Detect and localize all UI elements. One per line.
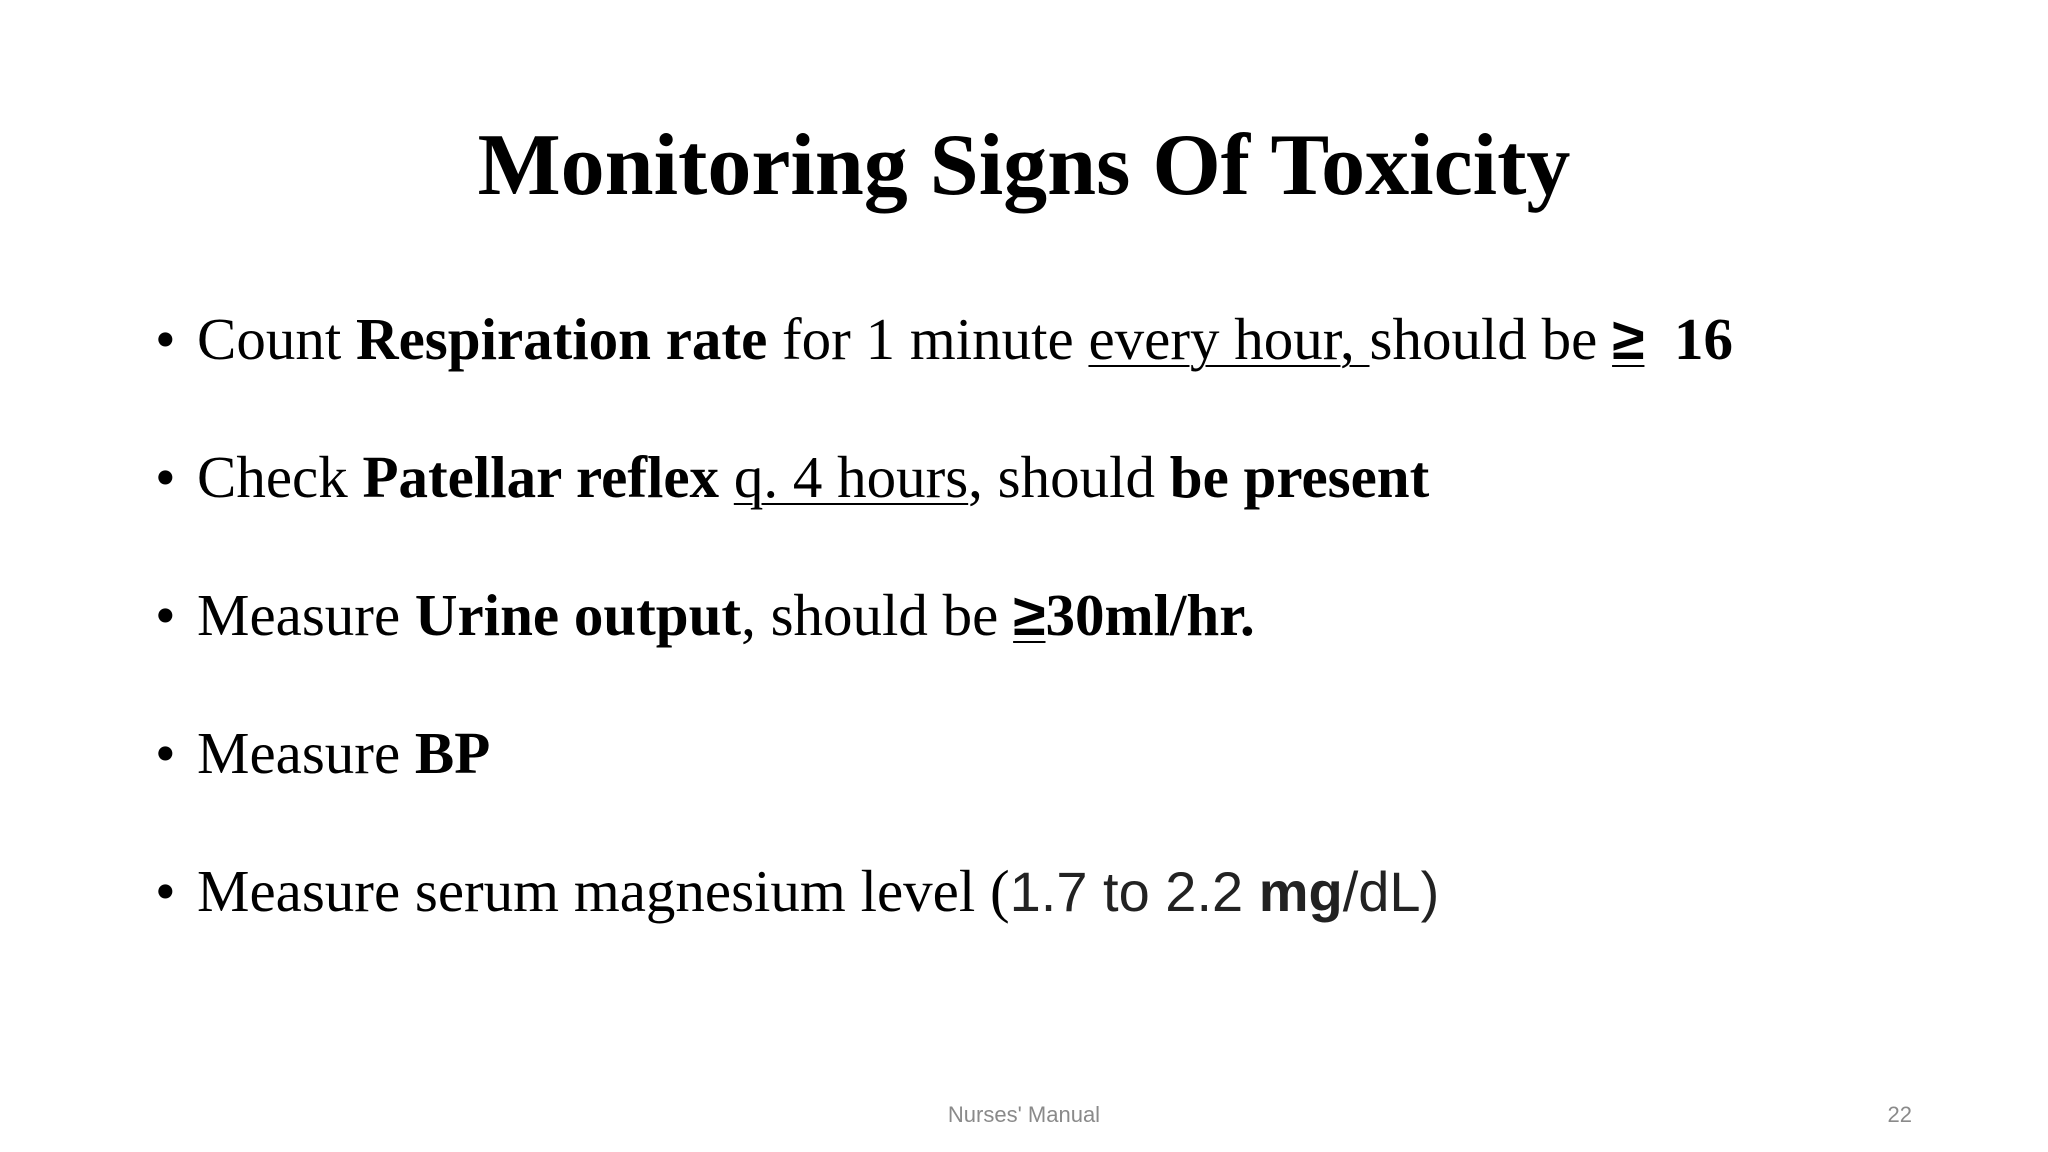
bullet-patellar-reflex [155, 444, 1733, 586]
slide-number: 22 [1887, 1102, 1912, 1127]
text-segment: , should be [741, 582, 1014, 648]
emphasis-patellar-reflex: Patellar reflex [362, 444, 720, 510]
bullet-icon: • [155, 720, 176, 786]
bullet-serum-magnesium [155, 858, 1733, 1000]
bullet-icon: • [155, 582, 176, 648]
slide-title: Monitoring Signs Of Toxicity [477, 117, 1571, 214]
magnesium-range: 1.7 to 2.2 [1009, 860, 1259, 923]
text-segment: should be [1369, 306, 1613, 372]
value-30ml-hr: 30ml/hr. [1045, 582, 1255, 648]
emphasis-be-present: be present [1169, 444, 1430, 510]
emphasis-bp: BP [414, 720, 491, 786]
footer-title: Nurses' Manual [947, 1102, 1101, 1127]
text-segment: for 1 minute [767, 306, 1089, 372]
symbol-greater-equal: ≥ [1013, 582, 1046, 648]
bullet-list [155, 306, 1733, 1000]
underline-every-hour: every hour, [1088, 306, 1370, 372]
text-segment: Measure [197, 720, 415, 786]
unit-dl: /dL) [1342, 860, 1440, 923]
bullet-respiration-rate [155, 306, 1733, 448]
symbol-greater-equal: ≥ [1612, 306, 1645, 372]
text-segment: Count [197, 306, 356, 372]
text-segment: Check [197, 444, 363, 510]
text-segment: Measure serum magnesium level ( [197, 858, 1010, 924]
bullet-bp [155, 720, 1733, 862]
bullet-icon: • [155, 306, 176, 372]
emphasis-urine-output: Urine output [414, 582, 742, 648]
text-segment: Measure [197, 582, 415, 648]
bullet-icon: • [155, 444, 176, 510]
unit-mg: mg [1258, 860, 1343, 923]
bullet-urine-output [155, 582, 1733, 724]
underline-q-4-hours: q. 4 hours [733, 444, 969, 510]
text-segment [719, 444, 734, 510]
emphasis-respiration-rate: Respiration rate [356, 306, 768, 372]
text-segment: , should [968, 444, 1170, 510]
bullet-icon: • [155, 858, 176, 924]
value-16: 16 [1644, 306, 1733, 372]
